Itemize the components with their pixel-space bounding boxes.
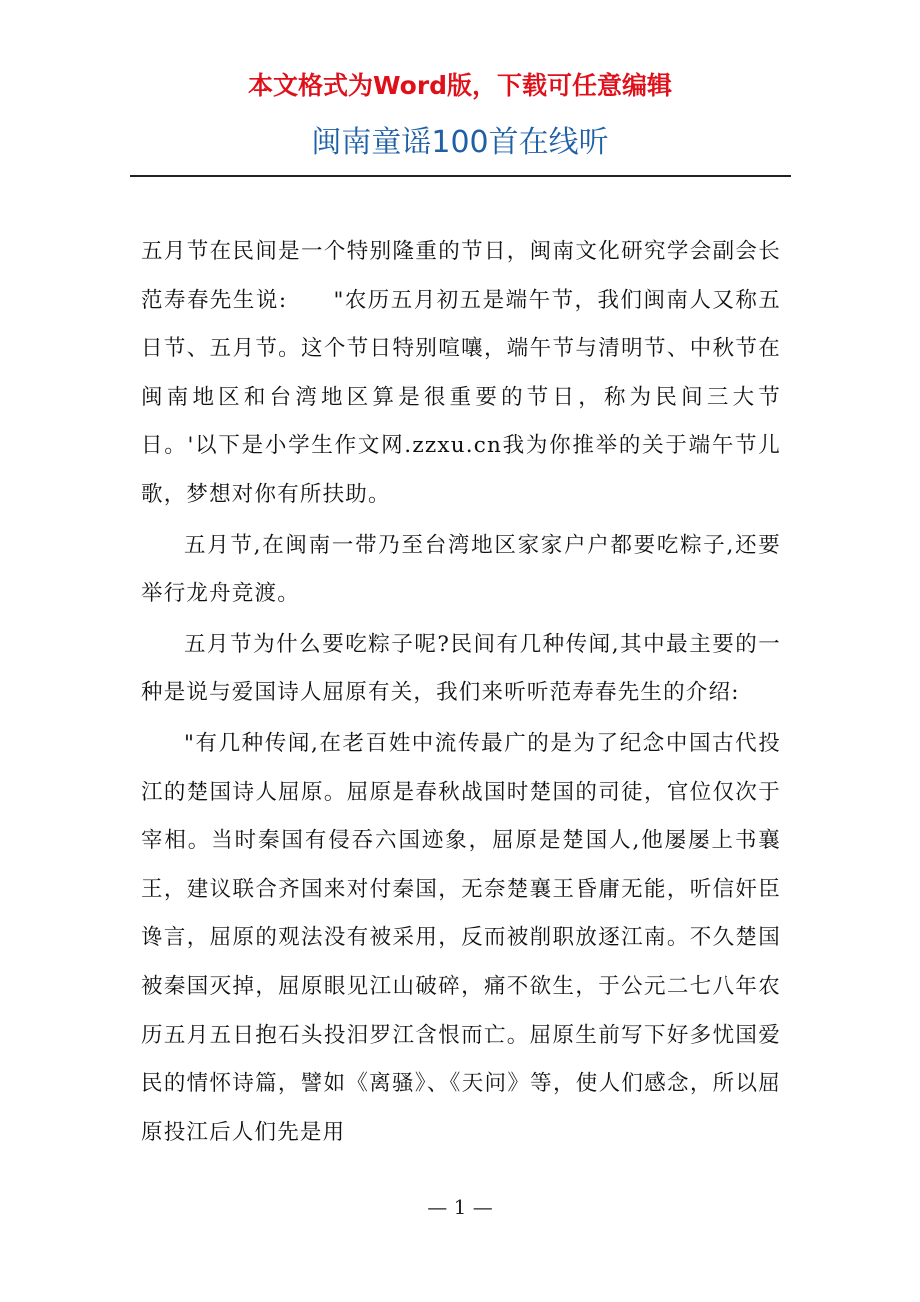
title-divider — [130, 175, 791, 177]
paragraph-zongzi-custom: 五月节,在闽南一带乃至台湾地区家家户户都要吃粽子,还要举行龙舟竞渡。 — [141, 532, 781, 607]
page-number: — 1 — — [427, 1195, 493, 1219]
paragraph-intro: 五月节在民间是一个特别隆重的节日，闽南文化研究学会副会长范寿春先生说: "农历五月初五是端午节，我们闽南人又称五日节、五月节。这个节日特别喧嚷，端午节与清明节、中秋节在闽南地区和台湾地区算是很重要的节日，称为民间三大节日。'以下是小学生作文网.zzxu.cn我为你推举的关于端午节儿歌，梦想对你有所扶助。 — [141, 239, 781, 507]
document-title: 闽南童谣100首在线听 — [311, 125, 609, 160]
paragraph-why-zongzi: 五月节为什么要吃粽子呢?民间有几种传闻,其中最主要的一种是说与爱国诗人屈原有关，我们来听听范寿春先生的介绍: — [141, 631, 781, 706]
paragraph-qu-yuan-story: "有几种传闻,在老百姓中流传最广的是为了纪念中国古代投江的楚国诗人屈原。屈原是春秋战国时楚国的司徒，官位仅次于宰相。当时秦国有侵吞六国迹象，屈原是楚国人,他屡屡上书襄王，建议联合齐国来对付秦国，无奈楚襄王昏庸无能，听信奸臣谗言，屈原的观法没有被采用，反而被削职放逐江南。不久楚国被秦国灭掉，屈原眼见江山破碎，痛不欲生，于公元二七八年农历五月五日抱石头投汨罗江含恨而亡。屈原生前写下好多忧国爱民的情怀诗篇，譬如《离骚》、《天问》等，使人们感念，所以屈原投江后人们先是用 — [141, 730, 781, 1145]
document-body — [141, 228, 781, 1159]
format-notice-banner: 本文格式为Word版，下载可任意编辑 — [247, 71, 673, 100]
